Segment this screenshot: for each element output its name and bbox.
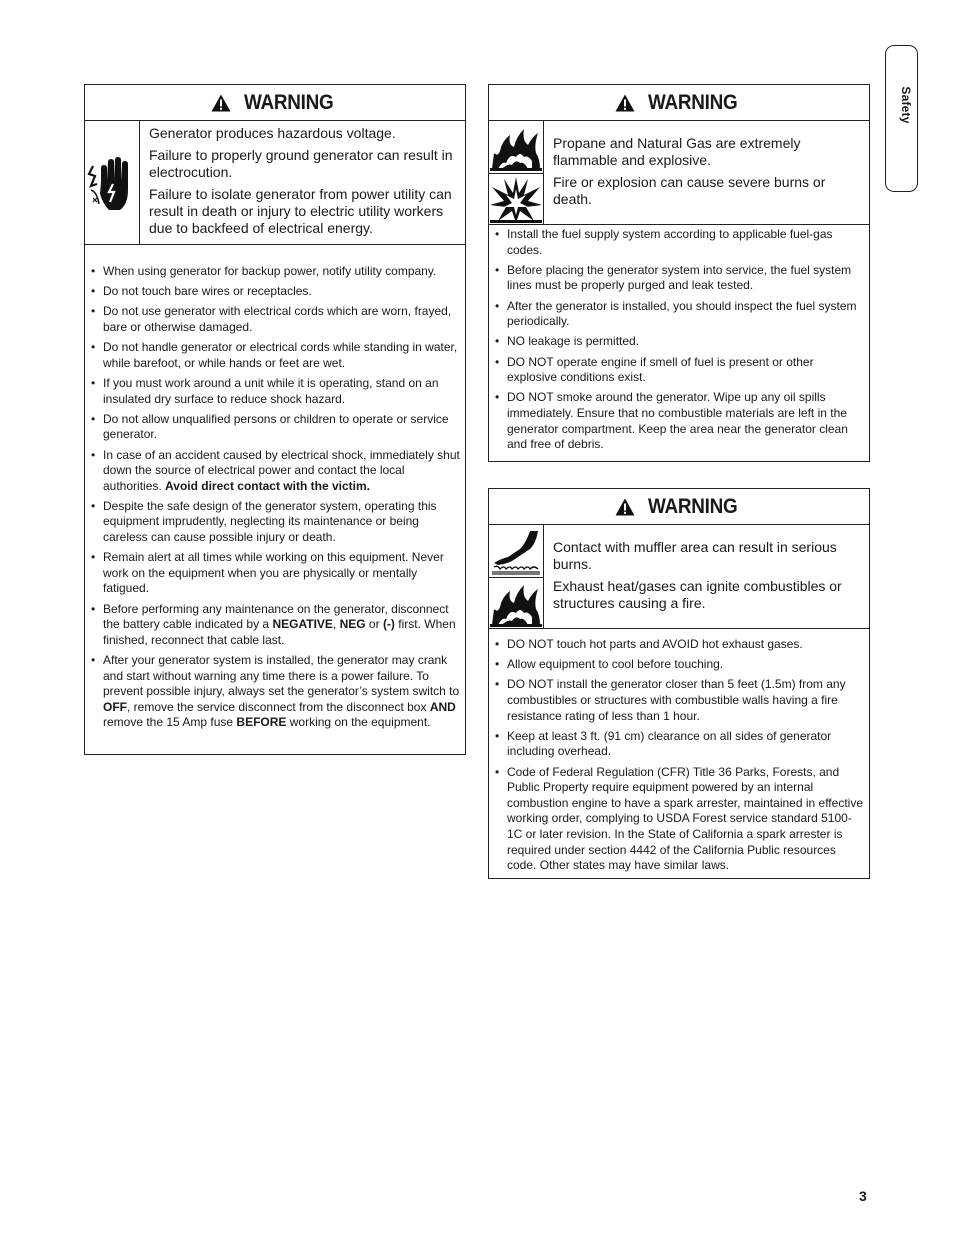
warning-title: WARNING (648, 494, 738, 518)
hazard-message-row (489, 525, 869, 629)
list-item: • After your generator system is installed, the generator may crank and start without warning any time there is a power failure. To prevent possible injury, always set the generator’s system switch to OFF, remove the service disconnect from the disconnect box AND remove the 15 Amp fuse BEFORE working on the equipment. (88, 653, 460, 731)
fuel-warning-box (488, 84, 870, 462)
list-item: • Keep at least 3 ft. (91 cm) clearance on all sides of generator including overhead. (492, 729, 864, 760)
warning-triangle-icon (211, 94, 231, 112)
explosion-icon (490, 175, 542, 223)
muffler-warning-box (488, 488, 870, 879)
list-item: • DO NOT install the generator closer than 5 feet (1.5m) from any combustibles or structures with combustible walls having a fire resistance rating of less than 1 hour. (492, 677, 864, 724)
safety-instructions-list (489, 225, 869, 453)
hazard-message: Failure to isolate generator from power utility can result in death or injury to electric utility workers due to backfeed of electrical energy. (149, 186, 452, 236)
fire-flame-icon (490, 123, 542, 171)
hazard-message: Contact with muffler area can result in serious burns. (553, 539, 837, 572)
hot-surface-hand-icon (490, 527, 542, 575)
electrical-warning-box (84, 84, 466, 755)
list-item: • Allow equipment to cool before touching. (492, 657, 864, 673)
list-item: • Do not use generator with electrical cords which are worn, frayed, bare or otherwise damaged. (88, 304, 460, 335)
list-item: • Do not allow unqualified persons or children to operate or service generator. (88, 412, 460, 443)
hazard-message-row (489, 121, 869, 225)
list-item: • When using generator for backup power, notify utility company. (88, 264, 460, 280)
warning-triangle-icon (615, 498, 635, 516)
list-item: • NO leakage is permitted. (492, 334, 864, 350)
list-item: • Before performing any maintenance on the generator, disconnect the battery cable indicated by a NEGATIVE, NEG or (-) first. When finished, reconnect that cable last. (88, 602, 460, 649)
hazard-message: Propane and Natural Gas are extremely flammable and explosive. (553, 135, 801, 168)
safety-instructions-list (489, 629, 869, 874)
hazard-message: Failure to properly ground generator can result in electrocution. (149, 147, 453, 180)
warning-header (85, 85, 465, 121)
list-item: • Install the fuel supply system according to applicable fuel-gas codes. (492, 227, 864, 258)
hazard-message: Exhaust heat/gases can ignite combustibles or structures causing a fire. (553, 578, 842, 611)
warning-triangle-icon (615, 94, 635, 112)
list-item: • If you must work around a unit while it is operating, stand on an insulated dry surface to reduce shock hazard. (88, 376, 460, 407)
list-item: • In case of an accident caused by electrical shock, immediately shut down the source of electrical power and contact the local authorities. Avoid direct contact with the victim. (88, 448, 460, 495)
list-item: • DO NOT operate engine if smell of fuel is present or other explosive conditions exist. (492, 355, 864, 386)
page-number: 3 (859, 1188, 867, 1204)
hazard-message: Generator produces hazardous voltage. (149, 125, 396, 141)
hazard-message-row (85, 121, 465, 245)
list-item: • Do not touch bare wires or receptacles. (88, 284, 460, 300)
section-tab-label: Safety (899, 86, 913, 124)
fire-flame-icon (490, 579, 542, 627)
section-tab-safety (885, 45, 918, 192)
list-item: • Code of Federal Regulation (CFR) Title 36 Parks, Forests, and Public Property require equipment powered by an internal combustion engine to have a spark arrester, maintained in effective working order, complying to USDA Forest service standard 5100-1C or later revision. In the State of California a spark arrester is required under section 4442 of the California Public resources code. Other states may have similar laws. (492, 765, 864, 874)
list-item: • After the generator is installed, you should inspect the fuel system periodically. (492, 299, 864, 330)
list-item: • Do not handle generator or electrical cords while standing in water, while barefoot, or while hands or feet are wet. (88, 340, 460, 371)
list-item: • DO NOT touch hot parts and AVOID hot exhaust gases. (492, 637, 864, 653)
list-item: • Remain alert at all times while working on this equipment. Never work on the equipment when you are physically or mentally fatigued. (88, 550, 460, 597)
warning-header (489, 85, 869, 121)
warning-title: WARNING (244, 90, 334, 114)
warning-title: WARNING (648, 90, 738, 114)
list-item: • Before placing the generator system into service, the fuel system lines must be properly purged and leak tested. (492, 263, 864, 294)
safety-instructions-list (85, 245, 465, 731)
electric-shock-hand-icon (87, 148, 137, 218)
warning-header (489, 489, 869, 525)
hazard-message: Fire or explosion can cause severe burns or death. (553, 174, 826, 207)
list-item: • Despite the safe design of the generator system, operating this equipment imprudently, neglecting its maintenance or being careless can cause possible injury or death. (88, 499, 460, 546)
list-item: • DO NOT smoke around the generator. Wipe up any oil spills immediately. Ensure that no combustible materials are left in the generator compartment. Keep the area near the generator clean and free of debris. (492, 390, 864, 452)
